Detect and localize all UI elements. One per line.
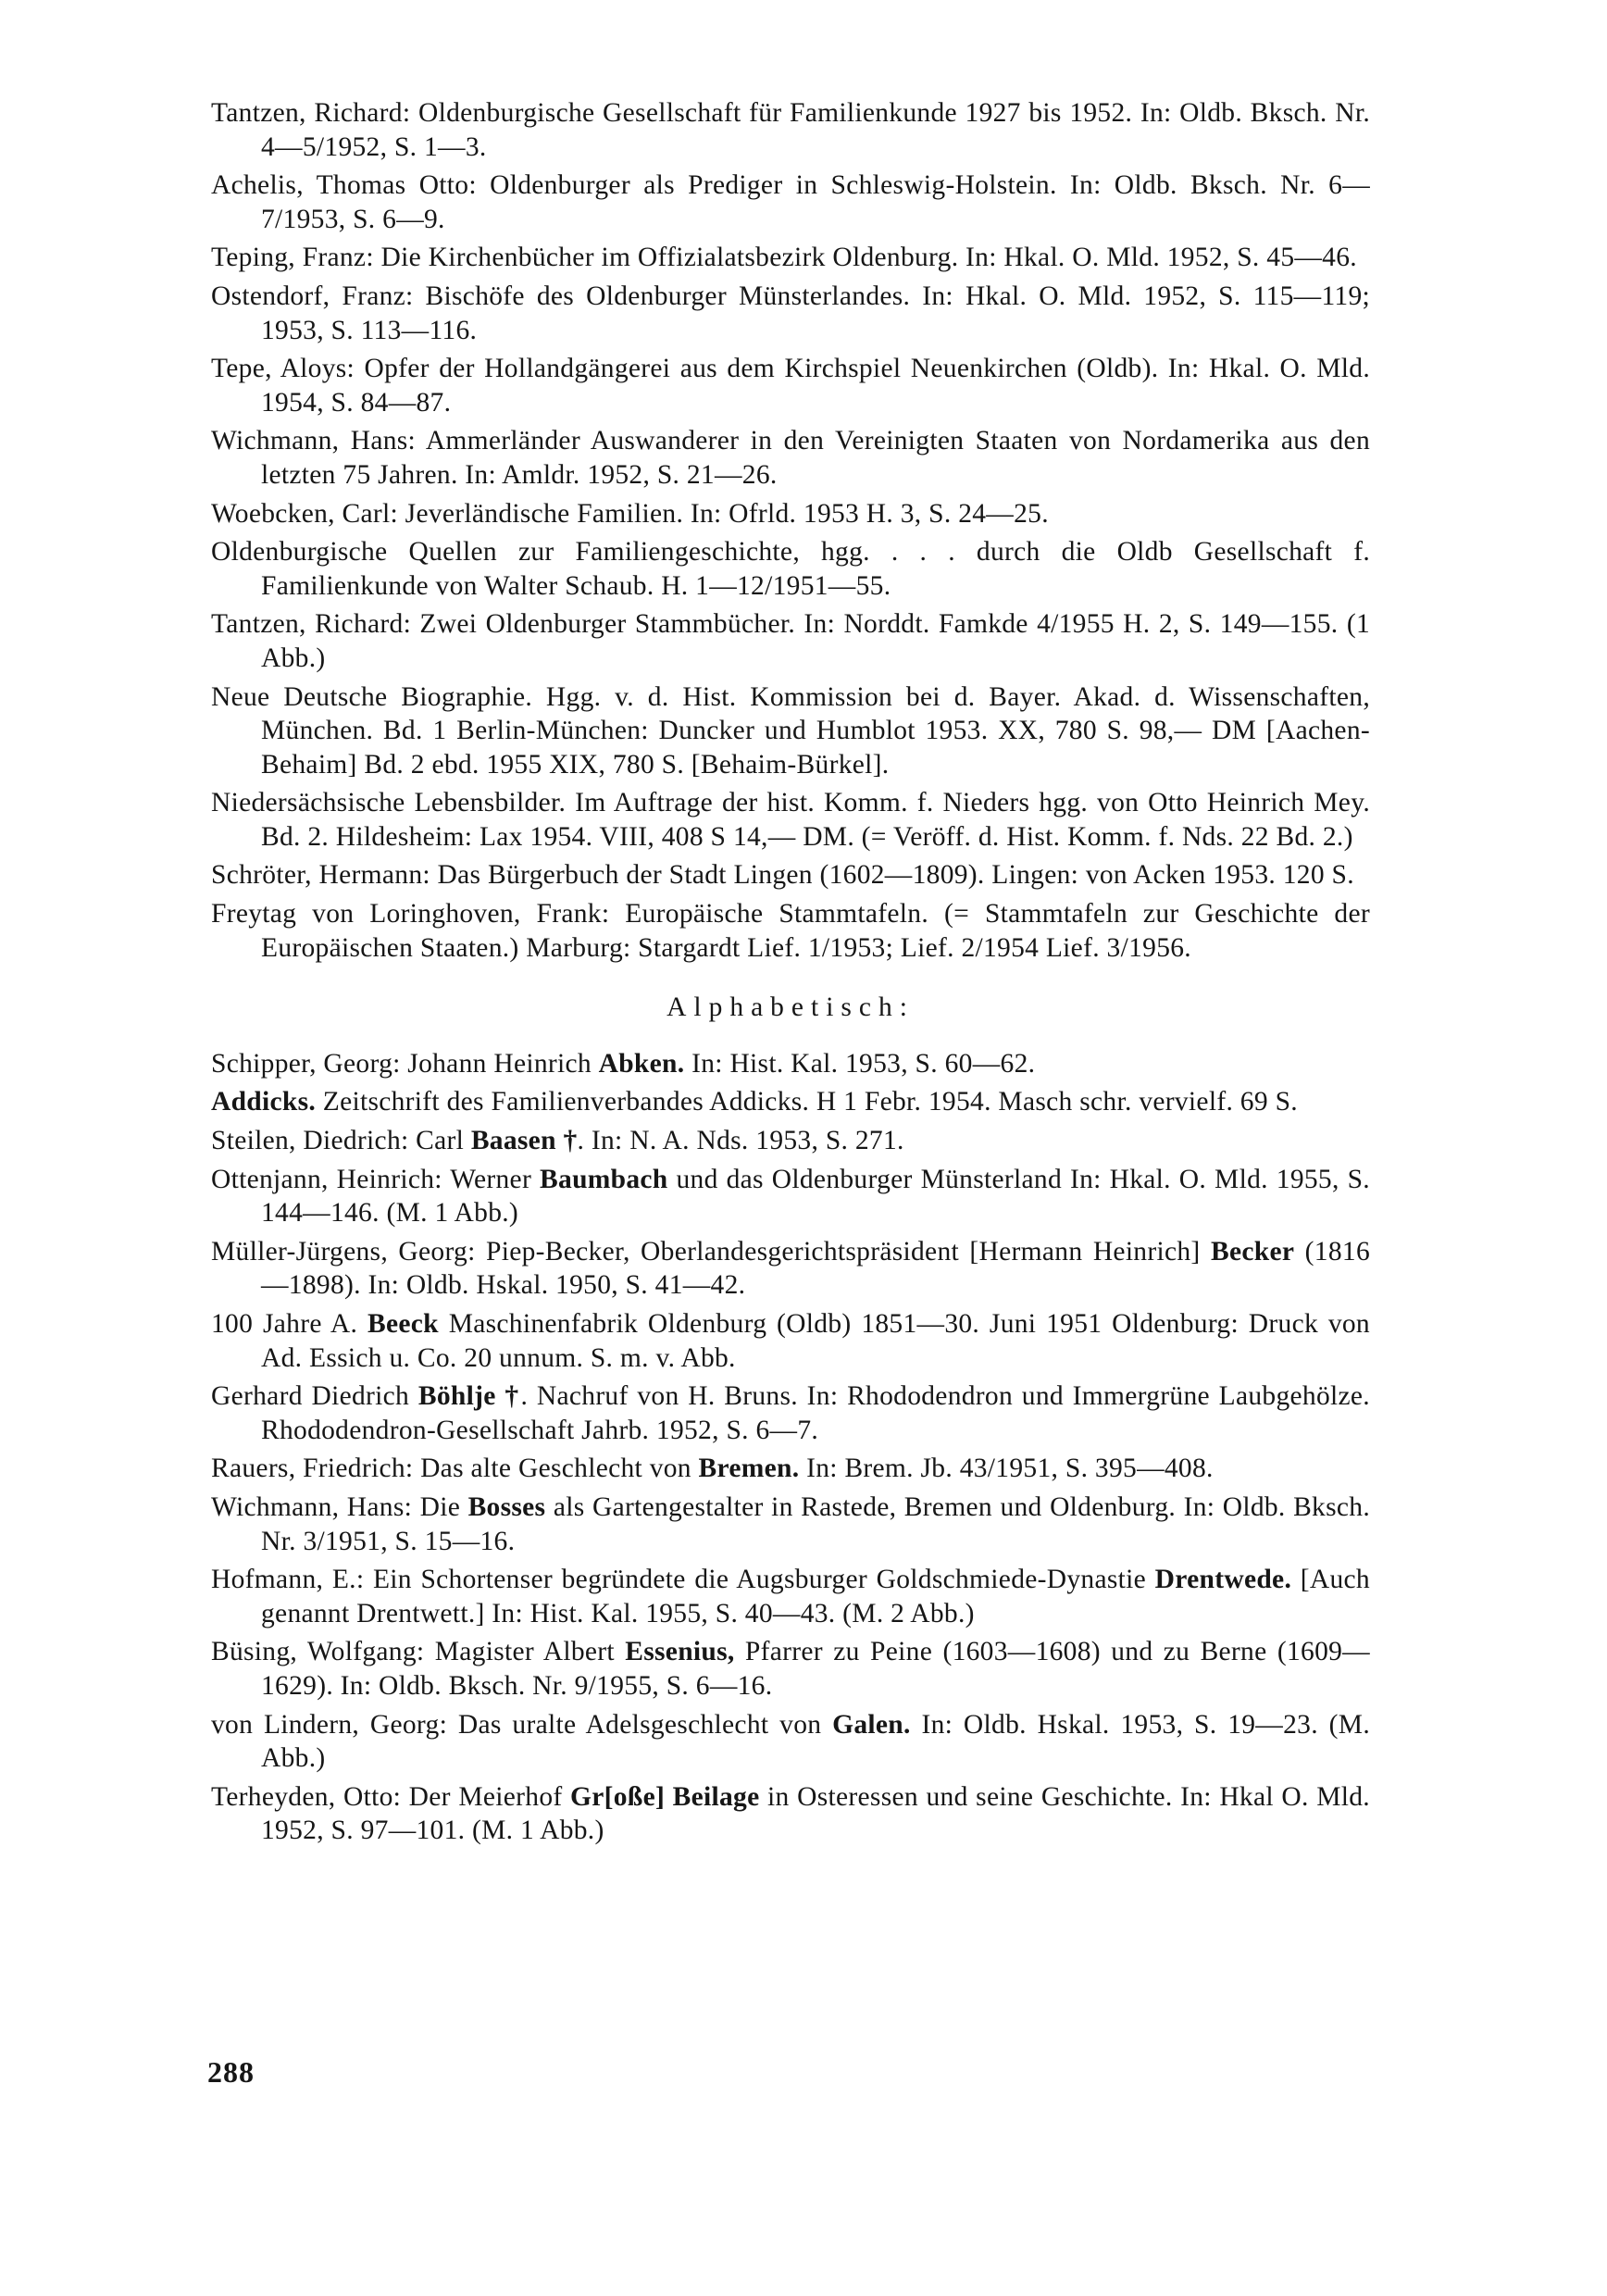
entry-text: Wichmann, Hans: Die [211,1491,468,1522]
bibliography-entry [211,424,1370,492]
bibliography-entry [211,280,1370,347]
entry-text: Ottenjann, Heinrich: Werner [211,1164,541,1194]
bibliography-entry [211,241,1370,275]
entry-text: Niedersächsische Lebensbilder. Im Auftrage der hist. Komm. f. Nieders hgg. von Otto Heinrich Mey. Bd. 2. Hildesheim: Lax 1954. VIII, 408 S 14,— DM. (= Veröff. d. Hist. Komm. f. Nds. 22 Bd. 2.) [211,788,1370,852]
entry-text: Zeitschrift des Familienverbandes Addicks. H 1 Febr. 1954. Masch schr. vervielf. 69 S. [316,1087,1298,1117]
entry-text: Tantzen, Richard: Zwei Oldenburger Stammbücher. In: Norddt. Famkde 4/1955 H. 2, S. 149—155. (1 Abb.) [211,609,1370,673]
entry-text: In: Brem. Jb. 43/1951, S. 395—408. [799,1454,1214,1484]
bibliography-list-alphabetical [211,1047,1370,1848]
entry-keyword: Baasen † [470,1126,578,1156]
bibliography-list-general [211,96,1370,965]
entry-text: In: Oldb. Hskal. 1953, S. 19—23. (M. Abb.) [261,1709,1370,1774]
entry-text: Teping, Franz: Die Kirchenbücher im Offizialatsbezirk Oldenburg. In: Hkal. O. Mld. 1952, S. 45—46. [211,243,1357,273]
entry-text: Freytag von Loringhoven, Frank: Europäische Stammtafeln. (= Stammtafeln zur Geschichte der Europäischen Staaten.) Marburg: Stargardt Lief. 1/1953; Lief. 2/1954 Lief. 3/1956. [211,899,1370,963]
entry-keyword: Drentwede. [1154,1565,1292,1595]
entry-text: und das Oldenburger Münsterland In: Hkal. O. Mld. 1955, S. 144—146. (M. 1 Abb.) [261,1164,1370,1229]
entry-text: Büsing, Wolfgang: Magister Albert [211,1637,626,1667]
entry-text: Pfarrer zu Peine (1603—1608) und zu Berne (1609—1629). In: Oldb. Bksch. Nr. 9/1955, S. 6—16. [261,1637,1370,1701]
entry-text: Ostendorf, Franz: Bischöfe des Oldenburger Münsterlandes. In: Hkal. O. Mld. 1952, S. 115—119; 1953, S. 113—116. [211,281,1370,345]
entry-keyword: Beeck [367,1309,439,1339]
bibliography-entry [211,1124,1370,1158]
entry-keyword: Bremen. [698,1454,800,1484]
entry-text: . Nachruf von H. Bruns. In: Rhododendron und Immergrüne Laubgehölze. Rhododendron-Gesellschaft Jahrb. 1952, S. 6—7. [261,1381,1370,1445]
bibliography-entry [211,96,1370,164]
entry-text: Hofmann, E.: Ein Schortenser begründete die Augsburger Goldschmiede-Dynastie [211,1565,1155,1595]
entry-text: Woebcken, Carl: Jeverländische Familien. In: Ofrld. 1953 H. 3, S. 24—25. [211,498,1049,529]
entry-text: Schipper, Georg: Johann Heinrich [211,1048,599,1079]
entry-text: Maschinenfabrik Oldenburg (Oldb) 1851—30. Juni 1951 Oldenburg: Druck von Ad. Essich u. Co. 20 unnum. S. m. v. Abb. [261,1309,1370,1373]
section-heading: Alphabetisch: [666,992,915,1023]
entry-text: Achelis, Thomas Otto: Oldenburger als Prediger in Schleswig-Holstein. In: Oldb. Bksch. Nr. 6—7/1953, S. 6—9. [211,170,1370,234]
bibliography-entry [211,1235,1370,1303]
entry-text: Müller-Jürgens, Georg: Piep-Becker, Oberlandesgerichtspräsident [Hermann Heinrich] [211,1236,1211,1267]
entry-text: Steilen, Diedrich: Carl [211,1126,471,1156]
bibliography-entry [211,1635,1370,1703]
entry-keyword: Essenius, [625,1637,735,1667]
page-number: 288 [207,2055,255,2089]
entry-text: Neue Deutsche Biographie. Hgg. v. d. Hist. Kommission bei d. Bayer. Akad. d. Wissenschaften, München. Bd. 1 Berlin-München: Duncker und Humblot 1953. XX, 780 S. 98,— DM [Aachen-Behaim] Bd. 2 ebd. 1955 XIX, 780 S. [Behaim-Bürkel]. [211,681,1370,780]
bibliography-entry [211,1780,1370,1848]
entry-text: Schröter, Hermann: Das Bürgerbuch der Stadt Lingen (1602—1809). Lingen: von Acken 1953. 120 S. [211,860,1354,891]
bibliography-entry [211,168,1370,236]
entry-text: als Gartengestalter in Rastede, Bremen und Oldenburg. In: Oldb. Bksch. Nr. 3/1951, S. 15—16. [261,1491,1370,1556]
bibliography-entry [211,1163,1370,1230]
bibliography-entry [211,897,1370,965]
bibliography-entry [211,1379,1370,1447]
entry-keyword: Becker [1210,1236,1295,1267]
bibliography-entry [211,535,1370,603]
entry-text: . In: N. A. Nds. 1953, S. 271. [577,1126,904,1156]
entry-text: In: Hist. Kal. 1953, S. 60—62. [684,1048,1036,1079]
entry-keyword: Gr[oße] Beilage [570,1781,760,1812]
bibliography-entry [211,680,1370,782]
entry-text: [Auch genannt Drentwett.] In: Hist. Kal. 1955, S. 40—43. (M. 2 Abb.) [261,1565,1370,1628]
entry-text: in Osteressen und seine Geschichte. In: Hkal O. Mld. 1952, S. 97—101. (M. 1 Abb.) [261,1781,1370,1846]
entry-text: Wichmann, Hans: Ammerländer Auswanderer in den Vereinigten Staaten von Nordamerika aus den letzten 75 Jahren. In: Amldr. 1952, S. 21—26. [211,426,1370,490]
entry-keyword: Bosses [467,1491,546,1522]
entry-text: Tantzen, Richard: Oldenburgische Gesellschaft für Familienkunde 1927 bis 1952. In: Oldb. Bksch. Nr. 4—5/1952, S. 1—3. [211,98,1370,162]
bibliography-entry [211,1708,1370,1776]
bibliography-entry [211,607,1370,675]
entry-text: 100 Jahre A. [211,1309,368,1339]
bibliography-entry [211,497,1370,531]
entry-keyword: Baumbach [540,1164,668,1194]
bibliography-entry [211,786,1370,854]
bibliography-entry [211,1491,1370,1558]
bibliography-entry [211,1307,1370,1375]
page-body [211,96,1370,1853]
entry-text: Tepe, Aloys: Opfer der Hollandgängerei aus dem Kirchspiel Neuenkirchen (Oldb). In: Hkal. O. Mld. 1954, S. 84—87. [211,354,1370,418]
entry-keyword: Böhlje † [417,1381,521,1412]
bibliography-entry [211,1452,1370,1486]
entry-keyword: Addicks. [211,1087,317,1117]
entry-text: Rauers, Friedrich: Das alte Geschlecht von [211,1454,699,1484]
bibliography-entry [211,1085,1370,1119]
entry-text: (1816—1898). In: Oldb. Hskal. 1950, S. 41—42. [261,1236,1370,1301]
entry-text: Gerhard Diedrich [211,1381,418,1412]
entry-keyword: Abken. [598,1048,685,1079]
bibliography-entry [211,1563,1370,1630]
bibliography-entry [211,1047,1370,1081]
bibliography-entry [211,352,1370,419]
entry-text: Terheyden, Otto: Der Meierhof [211,1781,571,1812]
entry-text: von Lindern, Georg: Das uralte Adelsgeschlecht von [211,1709,833,1740]
entry-keyword: Galen. [832,1709,911,1740]
entry-text: Oldenburgische Quellen zur Familiengeschichte, hgg. . . . durch die Oldb Gesellschaft f. Familienkunde von Walter Schaub. H. 1—12/1951—55. [211,537,1370,601]
bibliography-entry [211,858,1370,892]
